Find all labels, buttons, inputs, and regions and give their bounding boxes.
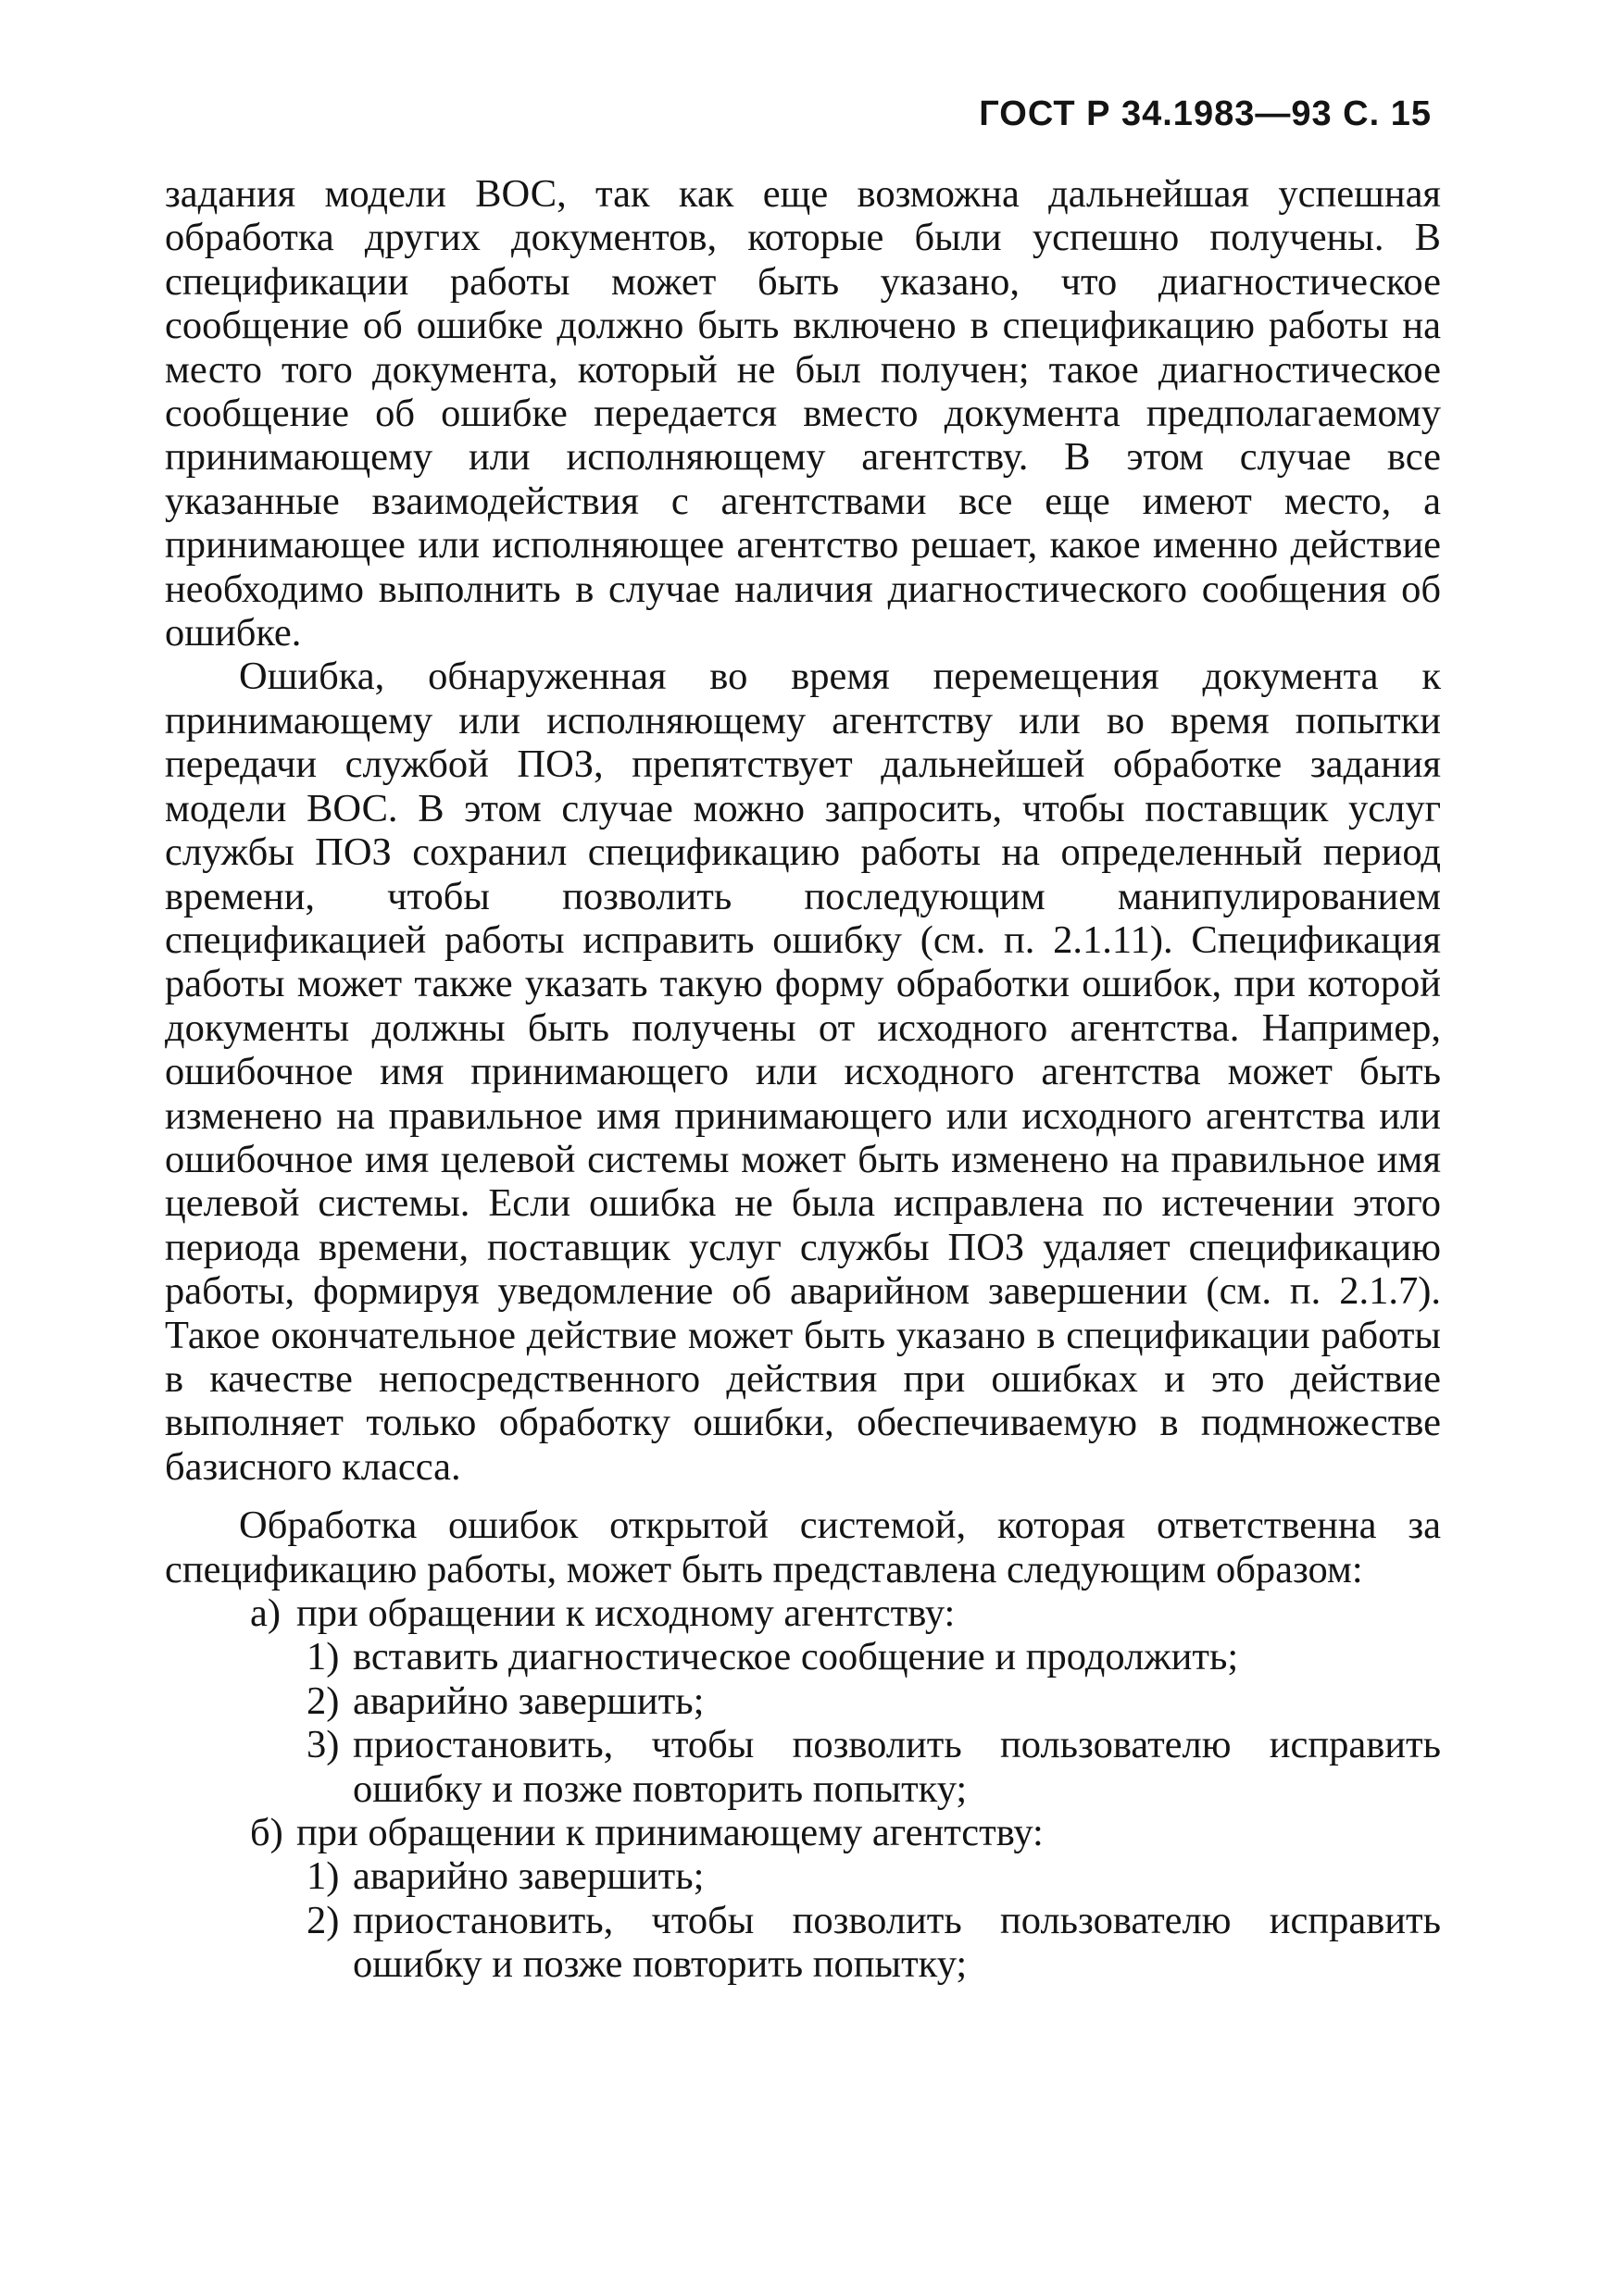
list-item-label: 3) — [307, 1723, 340, 1767]
list-item-a-3 — [165, 1723, 1441, 1811]
list-item-text: приостановить, чтобы позволить пользователю исправить ошибку и позже повторить попытку; — [353, 1723, 1441, 1811]
error-handling-list — [165, 1591, 1441, 1987]
list-item-text: при обращении к исходному агентству: — [296, 1591, 956, 1635]
running-header: ГОСТ Р 34.1983—93 С. 15 — [979, 94, 1432, 133]
list-item-label: а) — [250, 1591, 282, 1635]
list-item-text: аварийно завершить; — [353, 1678, 705, 1723]
list-item-text: вставить диагностическое сообщение и продолжить; — [353, 1635, 1239, 1679]
list-item-label: 2) — [307, 1898, 340, 1942]
list-item-a-1 — [165, 1635, 1441, 1678]
list-item-a-2 — [165, 1679, 1441, 1723]
list-item-text: аварийно завершить; — [353, 1854, 705, 1899]
page-body — [165, 172, 1441, 1987]
list-item-label: 1) — [307, 1854, 340, 1899]
paragraph-error-handling-intro: Обработка ошибок открытой системой, которая ответственна за спецификацию работы, может быть представлена следующим образом: — [165, 1504, 1441, 1591]
list-item-b — [165, 1811, 1441, 1854]
list-item-a — [165, 1591, 1441, 1635]
list-item-label: 1) — [307, 1635, 340, 1679]
paragraph-continuation: задания модели ВОС, так как еще возможна дальнейшая успешная обработка других документов, которые были успешно получены. В спецификации работы может быть указано, что диагностическое сообщение об ошибке должно быть включено в спецификацию работы на место того документа, который не был получен; такое диагностическое сообщение об ошибке передается вместо документа предполагаемому принимающему или исполняющему агентству. В этом случае все указанные взаимодействия с агентствами все еще имеют место, а принимающее или исполняющее агентство решает, какое именно действие необходимо выполнить в случае наличия диагностического сообщения об ошибке. — [165, 172, 1441, 655]
list-item-label: б) — [250, 1811, 283, 1855]
list-item-text: приостановить, чтобы позволить пользователю исправить ошибку и позже повторить попытку; — [353, 1898, 1441, 1987]
list-item-b-2 — [165, 1899, 1441, 1987]
list-item-label: 2) — [307, 1678, 340, 1723]
list-item-text: при обращении к принимающему агентству: — [296, 1811, 1044, 1855]
list-item-b-1 — [165, 1854, 1441, 1898]
paragraph-error-during-transfer: Ошибка, обнаруженная во время перемещения документа к принимающему или исполняющему агентству или во время попытки передачи службой ПОЗ, препятствует дальнейшей обработке задания модели ВОС. В этом случае можно запросить, чтобы поставщик услуг службы ПОЗ сохранил спецификацию работы на определенный период времени, чтобы позволить последующим манипулированием спецификацией работы исправить ошибку (см. п. 2.1.11). Спецификация работы может также указать такую форму обработки ошибок, при которой документы должны быть получены от исходного агентства. Например, ошибочное имя принимающего или исходного агентства может быть изменено на правильное имя принимающего или исходного агентства или ошибочное имя целевой системы может быть изменено на правильное имя целевой системы. Если ошибка не была исправлена по истечении этого периода времени, поставщик услуг службы ПОЗ удаляет спецификацию работы, формируя уведомление об аварийном завершении (см. п. 2.1.7). Такое окончательное действие может быть указано в спецификации работы в качестве непосредственного действия при ошибках и это действие выполняет только обработку ошибки, обеспечиваемую в подмножестве базисного класса. — [165, 655, 1441, 1489]
